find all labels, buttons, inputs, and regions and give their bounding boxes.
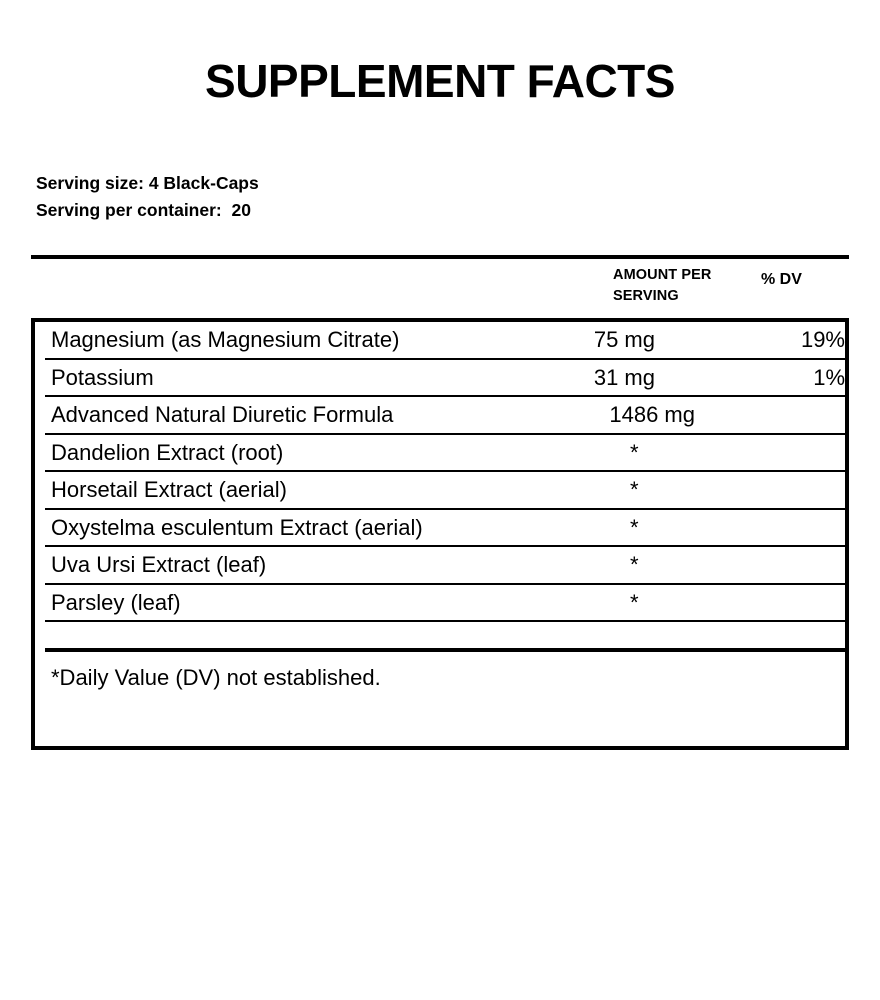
nutrient-name: Magnesium (as Magnesium Citrate) [51,327,400,352]
column-header-amount-line1: AMOUNT PER [613,267,712,283]
nutrient-amount: * [630,514,639,540]
nutrient-name: Parsley (leaf) [51,589,181,615]
table-row [45,435,845,473]
nutrient-dv: 1% [813,364,845,390]
column-headers [613,265,849,315]
table-row [45,547,845,585]
nutrient-amount: * [630,589,639,615]
nutrient-amount: 75 mg [593,327,655,352]
footnote-row [45,652,845,714]
nutrient-name: Dandelion Extract (root) [51,439,284,465]
page-title: SUPPLEMENT FACTS [205,55,675,107]
nutrient-name: Uva Ursi Extract (leaf) [51,552,267,577]
daily-value-footnote: *Daily Value (DV) not established. [51,665,381,690]
nutrient-name: Potassium [51,364,154,390]
nutrient-dv: 19% [800,327,845,352]
table-row [45,397,845,435]
nutrient-name: Advanced Natural Diuretic Formula [51,402,394,427]
header-divider-rule [31,255,849,259]
table-row [45,510,845,548]
nutrient-amount: 31 mg [593,364,655,390]
nutrient-amount: 1486 mg [609,402,695,427]
nutrient-name: Oxystelma esculentum Extract (aerial) [51,514,423,540]
serving-size-line: Serving size: 4 Black-Caps [36,173,259,193]
nutrient-amount: * [630,477,639,502]
table-row [45,322,845,360]
nutrient-name: Horsetail Extract (aerial) [51,477,287,502]
table-row [45,585,845,623]
table-row [45,472,845,510]
table-row [45,360,845,398]
column-header-amount-line2: SERVING [613,288,679,305]
nutrient-table [31,318,849,750]
serving-info [36,170,259,223]
column-header-percent-dv: % DV [761,271,802,288]
table-spacer-row [45,622,845,652]
serving-per-container-line: Serving per container: 20 [36,199,251,220]
nutrient-amount: * [630,552,639,577]
nutrient-amount: * [630,439,639,465]
column-header-amount-per-serving [613,265,743,307]
nutrient-rows [45,322,845,714]
